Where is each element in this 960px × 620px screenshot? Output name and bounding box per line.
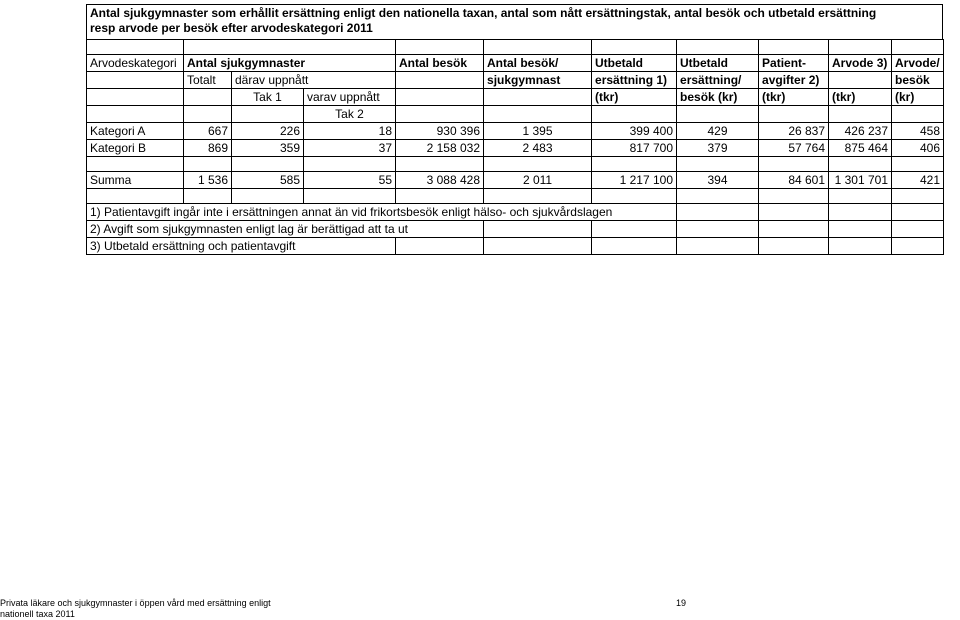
header-tkr-3: (tkr) — [829, 89, 892, 106]
cell-fee-per: 421 — [892, 172, 944, 189]
header-row-1 — [87, 55, 944, 72]
cell-paid-per: 394 — [677, 172, 759, 189]
cell-patient: 84 601 — [759, 172, 829, 189]
header-paid-per: Utbetald — [677, 55, 759, 72]
footnote-row — [87, 238, 944, 255]
blank-row — [87, 157, 944, 172]
header-category: Arvodeskategori — [87, 55, 184, 72]
header-total: Totalt — [184, 72, 232, 89]
header-row-2 — [87, 72, 944, 89]
header-tkr-2: (tkr) — [759, 89, 829, 106]
footnote-2: 2) Avgift som sjukgymnasten enligt lag är berättigad att ta ut — [87, 221, 484, 238]
footnote-1: 1) Patientavgift ingår inte i ersättningen annat än vid frikortsbesök enligt hälso- och sjukvårdslagen — [87, 204, 677, 221]
cell-tak2: 18 — [304, 123, 396, 140]
blank-row — [87, 189, 944, 204]
header-row-3 — [87, 89, 944, 106]
header-tkr-1: (tkr) — [592, 89, 677, 106]
cell-fee: 1 301 701 — [829, 172, 892, 189]
footer-line-2: nationell taxa 2011 — [0, 609, 75, 619]
cell-fee-per: 458 — [892, 123, 944, 140]
cell-paid: 817 700 — [592, 140, 677, 157]
header-per-physio: sjukgymnast — [484, 72, 592, 89]
footer-line-1: Privata läkare och sjukgymnaster i öppen vård med ersättning enligt — [0, 598, 271, 608]
cell-fee-per: 406 — [892, 140, 944, 157]
footnote-row — [87, 221, 944, 238]
header-comp-per: ersättning/ — [677, 72, 759, 89]
footnote-row — [87, 204, 944, 221]
header-tak2: Tak 2 — [304, 106, 396, 123]
title-line-1: Antal sjukgymnaster som erhållit ersättning enligt den nationella taxan, antal som nått ersättningstak, antal besök och utbetald ersättning — [90, 6, 877, 20]
header-tak2-reached: varav uppnått — [304, 89, 396, 106]
header-fee-per: Arvode/ — [892, 55, 944, 72]
table-row — [87, 140, 944, 157]
header-fees2: avgifter 2) — [759, 72, 829, 89]
cell-tak2: 37 — [304, 140, 396, 157]
cell-visits-per: 1 395 — [484, 123, 592, 140]
header-visits: Antal besök — [396, 55, 484, 72]
page-number: 19 — [676, 598, 687, 608]
cell-visits-per: 2 483 — [484, 140, 592, 157]
cell-visits: 930 396 — [396, 123, 484, 140]
cell-visits: 3 088 428 — [396, 172, 484, 189]
header-kr: (kr) — [892, 89, 944, 106]
blank-row — [87, 40, 944, 55]
cell-paid: 1 217 100 — [592, 172, 677, 189]
cell-visits: 2 158 032 — [396, 140, 484, 157]
cell-tak2: 55 — [304, 172, 396, 189]
row-label: Kategori A — [87, 123, 184, 140]
row-label: Kategori B — [87, 140, 184, 157]
cell-fee: 875 464 — [829, 140, 892, 157]
header-row-4 — [87, 106, 944, 123]
cell-paid-per: 429 — [677, 123, 759, 140]
cell-tak1: 359 — [232, 140, 304, 157]
total-row — [87, 172, 944, 189]
cell-total: 1 536 — [184, 172, 232, 189]
cell-total: 869 — [184, 140, 232, 157]
header-tak1: Tak 1 — [232, 89, 304, 106]
report-title — [86, 4, 943, 39]
header-patient: Patient- — [759, 55, 829, 72]
cell-paid: 399 400 — [592, 123, 677, 140]
cell-total: 667 — [184, 123, 232, 140]
footnote-3: 3) Utbetald ersättning och patientavgift — [87, 238, 396, 255]
header-physiotherapists: Antal sjukgymnaster — [184, 55, 396, 72]
cell-visits-per: 2 011 — [484, 172, 592, 189]
cell-patient: 57 764 — [759, 140, 829, 157]
header-visit-kr: besök (kr) — [677, 89, 759, 106]
header-paid: Utbetald — [592, 55, 677, 72]
cell-paid-per: 379 — [677, 140, 759, 157]
header-fee: Arvode 3) — [829, 55, 892, 72]
header-visit: besök — [892, 72, 944, 89]
report-sheet — [86, 4, 943, 255]
header-tak1-reached: därav uppnått — [232, 72, 396, 89]
total-label: Summa — [87, 172, 184, 189]
cell-patient: 26 837 — [759, 123, 829, 140]
cell-tak1: 585 — [232, 172, 304, 189]
header-visits-per: Antal besök/ — [484, 55, 592, 72]
cell-fee: 426 237 — [829, 123, 892, 140]
header-comp1: ersättning 1) — [592, 72, 677, 89]
data-table — [86, 39, 944, 255]
cell-tak1: 226 — [232, 123, 304, 140]
table-row — [87, 123, 944, 140]
title-line-2: resp arvode per besök efter arvodeskategori 2011 — [90, 21, 373, 35]
